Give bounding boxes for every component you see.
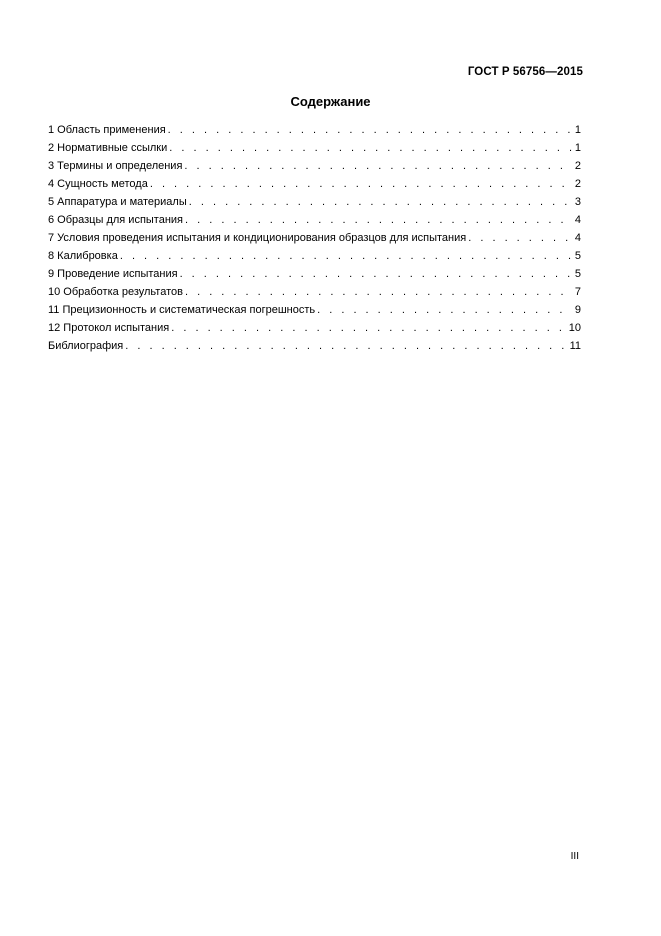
toc-entry-page: 3 (574, 196, 581, 208)
toc-entry-text: 11 Прецизионность и систематическая погрешность (48, 304, 316, 316)
toc-entry[interactable] (48, 337, 581, 355)
toc-entry-text: 5 Аппаратура и материалы (48, 196, 187, 208)
toc-entry-page: 1 (574, 124, 581, 136)
toc-leader-dots (184, 157, 571, 175)
toc-entry[interactable] (48, 121, 581, 139)
toc-entry[interactable] (48, 175, 581, 193)
toc-leader-dots (180, 265, 572, 283)
toc-entry-page: 7 (574, 286, 581, 298)
toc-entry-page: 11 (569, 340, 581, 352)
toc-leader-dots (185, 211, 572, 229)
toc-title: Содержание (290, 94, 371, 109)
toc-leader-dots (150, 175, 572, 193)
toc-entry-text: Библиография (48, 340, 124, 352)
toc-entry-page: 4 (574, 214, 581, 226)
toc-entry-text: 10 Обработка результатов (48, 286, 183, 298)
toc-entry-text: 3 Термины и определения (48, 160, 183, 172)
toc-entry-text: 7 Условия проведения испытания и кондиционирования образцов для испытания (48, 232, 467, 244)
toc-entry-text: 6 Образцы для испытания (48, 214, 184, 226)
toc-entry-text: 4 Сущность метода (48, 178, 148, 190)
toc-entry[interactable] (48, 283, 581, 301)
toc-entry[interactable] (48, 193, 581, 211)
toc-entry[interactable] (48, 229, 581, 247)
toc-entry[interactable] (48, 211, 581, 229)
toc-entry[interactable] (48, 265, 581, 283)
toc-entry-page: 2 (574, 178, 581, 190)
toc-entry-page: 1 (574, 142, 581, 154)
toc-entry[interactable] (48, 301, 581, 319)
toc-leader-dots (468, 229, 572, 247)
toc-entry-page: 5 (574, 250, 581, 262)
toc-entry-page: 9 (574, 304, 581, 316)
page-number: III (570, 851, 579, 862)
table-of-contents (48, 121, 581, 355)
toc-entry-page: 2 (574, 160, 581, 172)
toc-entry-text: 8 Калибровка (48, 250, 118, 262)
toc-leader-dots (171, 319, 566, 337)
document-code: ГОСТ Р 56756—2015 (467, 66, 583, 78)
toc-entry-text: 1 Область применения (48, 124, 166, 136)
toc-entry[interactable] (48, 139, 581, 157)
toc-entry[interactable] (48, 319, 581, 337)
toc-leader-dots (317, 301, 572, 319)
toc-entry-page: 5 (574, 268, 581, 280)
toc-leader-dots (120, 247, 572, 265)
toc-entry-page: 4 (574, 232, 581, 244)
toc-entry[interactable] (48, 247, 581, 265)
toc-entry-text: 9 Проведение испытания (48, 268, 178, 280)
toc-leader-dots (189, 193, 572, 211)
toc-entry-text: 12 Протокол испытания (48, 322, 170, 334)
toc-entry-page: 10 (568, 322, 581, 334)
toc-entry-text: 2 Нормативные ссылки (48, 142, 168, 154)
toc-leader-dots (168, 121, 572, 139)
toc-entry[interactable] (48, 157, 581, 175)
toc-leader-dots (125, 337, 566, 355)
toc-leader-dots (169, 139, 572, 157)
toc-leader-dots (185, 283, 572, 301)
